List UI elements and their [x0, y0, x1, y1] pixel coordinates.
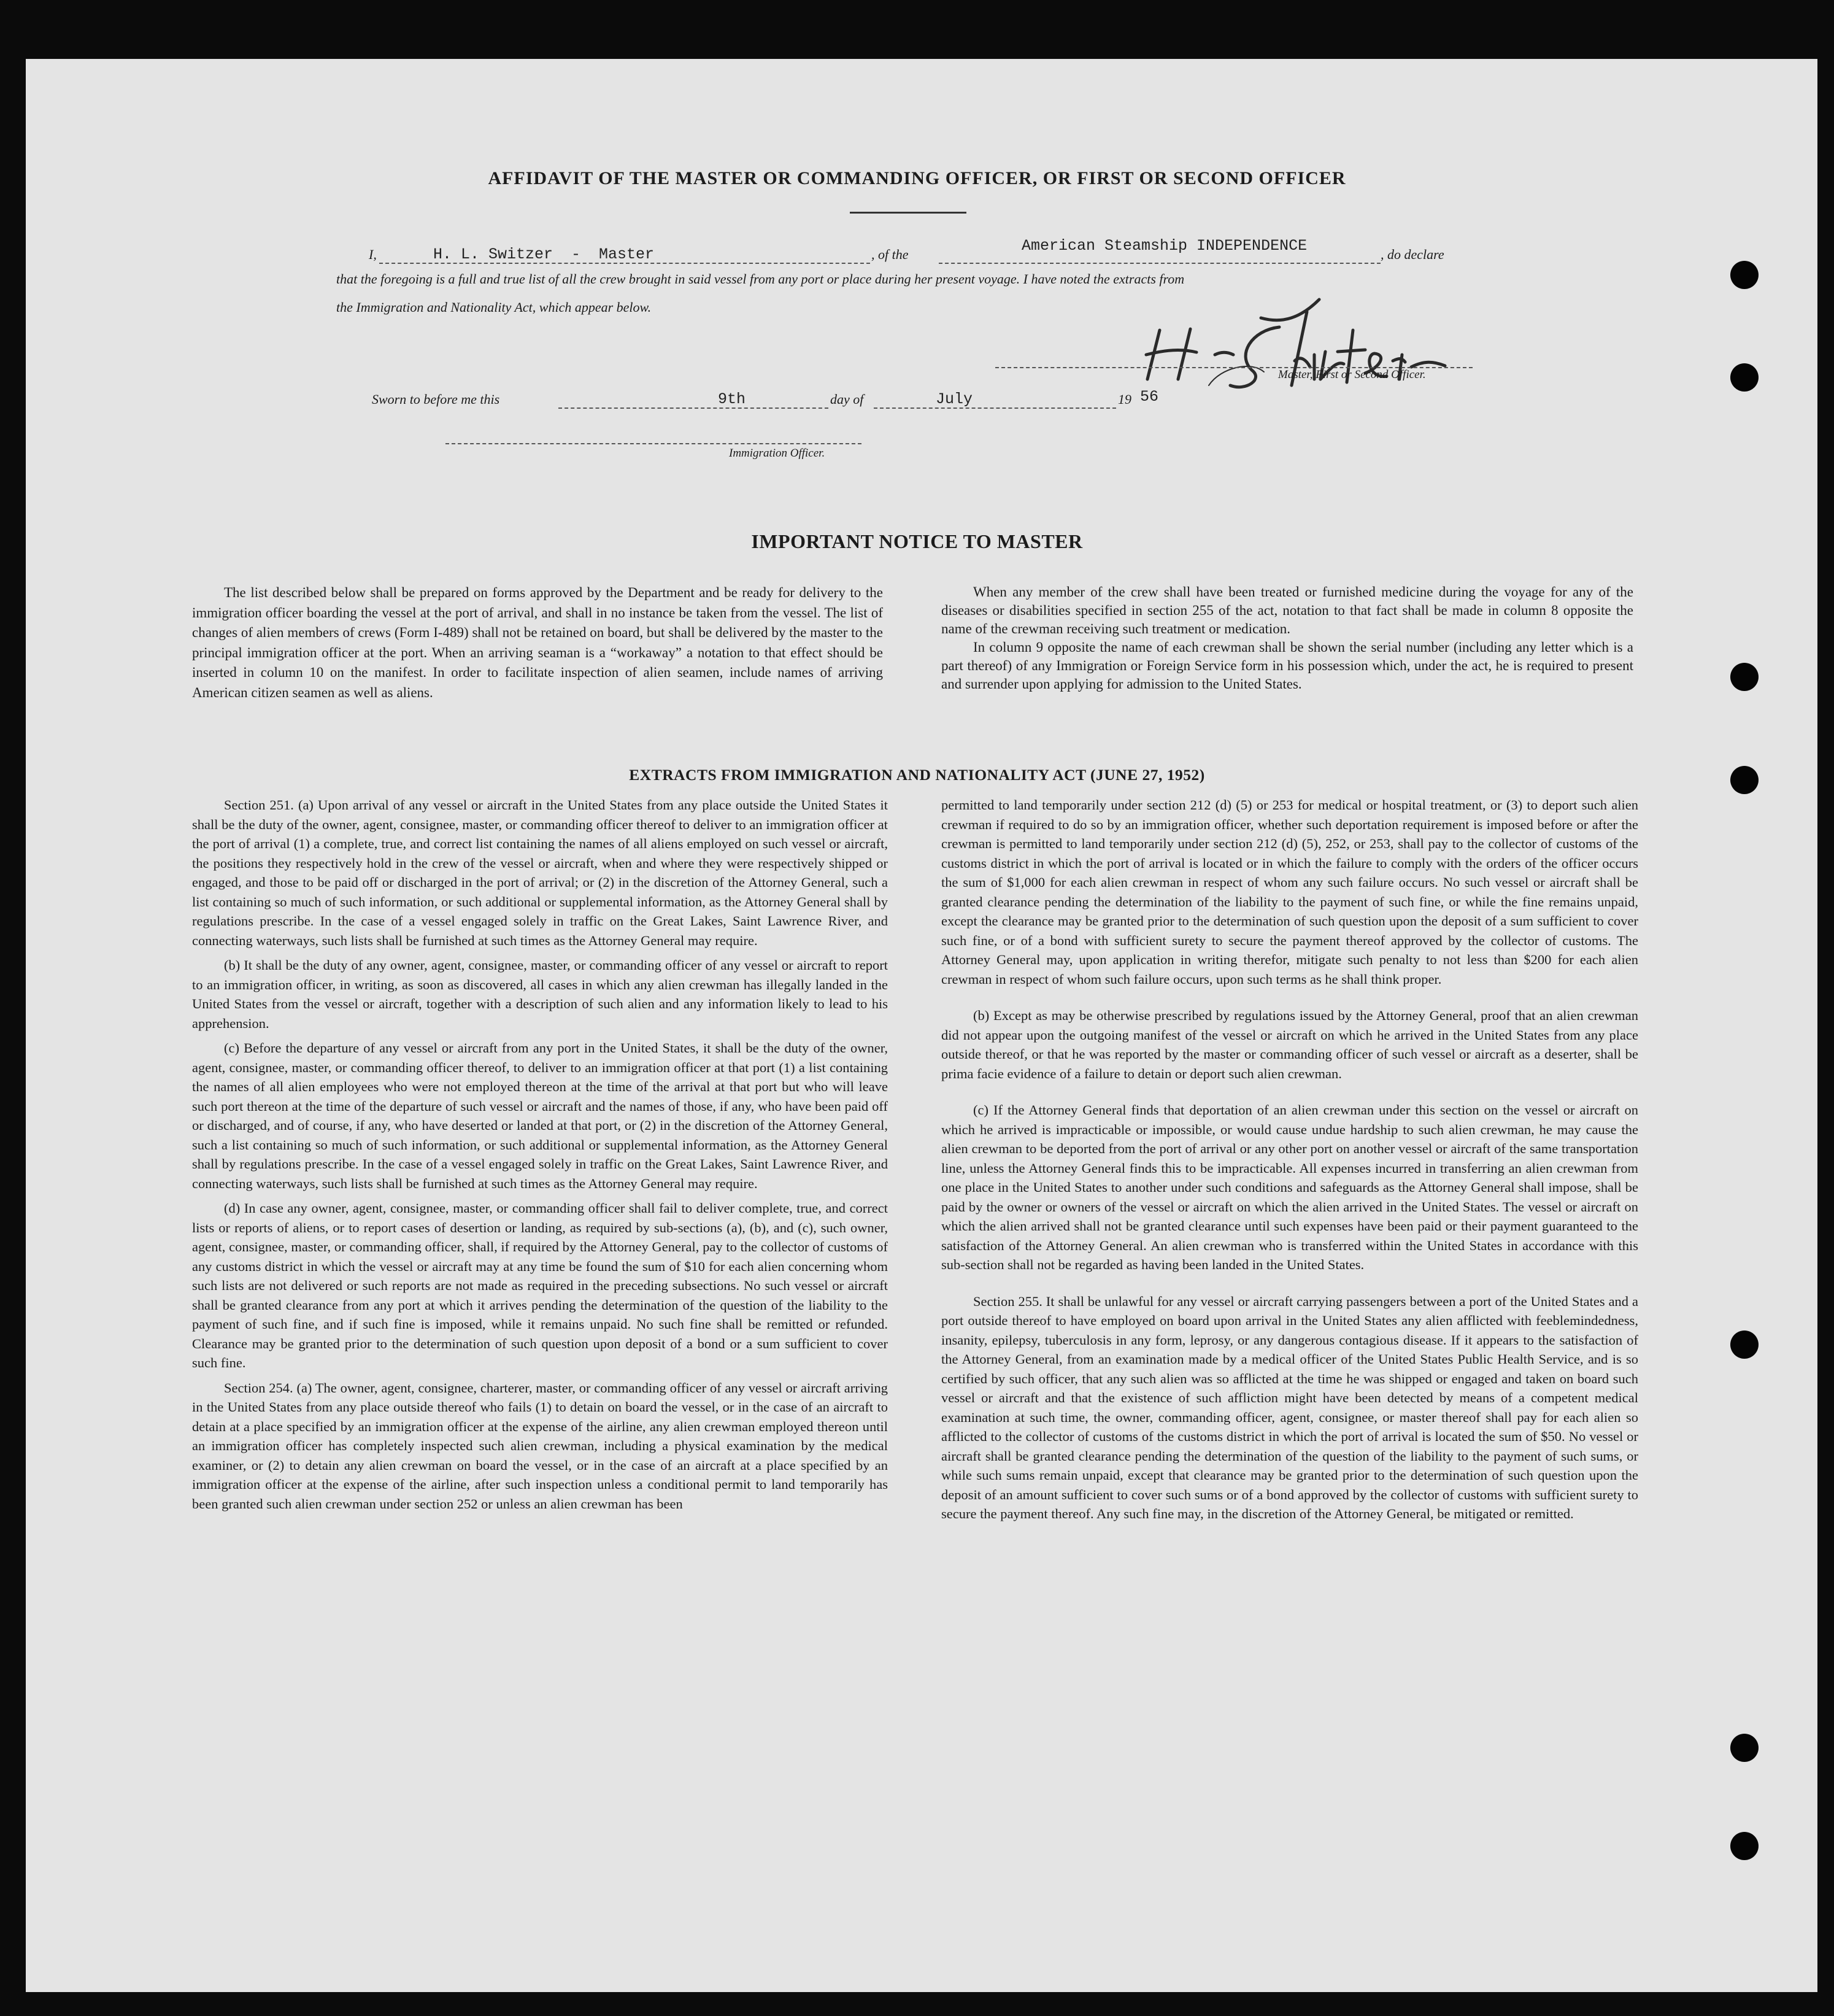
punch-hole [1730, 1734, 1759, 1762]
punch-hole [1730, 663, 1759, 691]
officer-signature-line [445, 443, 861, 444]
section-254-a-continued: permitted to land temporarily under section 212 (d) (5) or 253 for medical or hospital treatment, or (3) to deport such alien crewman if required to do so by an immigration officer, whether such deportation requirement is imposed before or after the crewman is permitted to land temporarily under section 212 (d) (5), 252, or 253, shall pay to the collector of customs of the customs district in which the port of arrival is located or in which the failure to comply with the orders of the officer occurs the sum of $1,000 for each alien crewman in respect of whom any such failure occurs. No such vessel or aircraft shall be granted clearance pending the determination of the liability to the payment of such fine, or while the fine remains unpaid, except the clearance may be granted prior to the determination of such question upon the deposit of a sum sufficient to cover such fine, or of a bond with sufficient surety to secure the payment thereof approved by the collector of customs. The Attorney General may, upon application in writing therefor, mitigate such penalty to not less than $200 for each alien crewman in respect of whom such failure occurs, upon such terms as he shall think proper. [941, 797, 1638, 987]
sworn-day-of: day of [830, 392, 864, 407]
notice-title: IMPORTANT NOTICE TO MASTER [751, 530, 1083, 552]
vessel-name-typed: American Steamship INDEPENDENCE [1022, 237, 1308, 255]
vessel-blank [939, 263, 1381, 264]
sworn-year-typed: 56 [1140, 388, 1159, 406]
month-blank [874, 407, 1116, 409]
signature-caption: Master, First or Second Officer. [1278, 368, 1426, 381]
master-name-typed: H. L. Switzer - Master [433, 245, 655, 263]
section-254-b: (b) Except as may be otherwise prescribed by regulations issued by the Attorney General, proof that an alien crewman did not appear upon the outgoing manifest of the vessel or aircraft on which he arrived in the United States from any place outside thereof, or that he was reported by the master or commanding officer of such vessel or aircraft as a deserter, shall be prima facie evidence of a failure to detain or deport such alien crewman. [941, 1008, 1638, 1081]
extracts-right-column [941, 795, 1638, 1529]
affidavit-statement-end: the Immigration and Nationality Act, which appear below. [336, 299, 652, 315]
section-255: Section 255. It shall be unlawful for any vessel or aircraft carrying passengers between a port of the United States and a port outside thereof to have employed on board upon arrival in the United States any alien afflicted with feeblemindedness, insanity, epilepsy, tuberculosis in any form, leprosy, or any dangerous contagious disease. If it appears to the satisfaction of the Attorney General, from an examination made by a medical officer of the United States Public Health Service, and is so certified by such officer, that any such alien was so afflicted at the time he was shipped or engaged and taken on board such vessel or aircraft and that the existence of such affliction might have been detected by means of a competent medical examination at such time, the owner, commanding officer, agent, consignee, or master thereof shall pay for each alien so afflicted to the collector of customs of the customs district in which the port of arrival is located the sum of $50. No vessel or aircraft shall be granted clearance pending the determination of the question of the liability to the payment of such sums, or while such sums remain unpaid, except that clearance may be granted prior to the determination of such question upon the deposit of an amount sufficient to cover such sums or of a bond approved by the collector of customs with sufficient surety to secure the payment thereof. Any such fine may, in the discretion of the Attorney General, be mitigated or remitted. [941, 1293, 1638, 1521]
section-251-a: Section 251. (a) Upon arrival of any vessel or aircraft in the United States from any place outside the United States it shall be the duty of the owner, agent, consignee, master, or commanding officer thereof to deliver to an immigration officer at the port of arrival (1) a complete, true, and correct list containing the names of all aliens employed on such vessel or aircraft, the positions they respectively hold in the crew of the vessel or aircraft, when and where they were respectively shipped or engaged, and those to be paid off or discharged in the port of arrival; or (2) in the discretion of the Attorney General, such a list containing so much of such information, or such additional or supplemental information, as the Attorney General shall by regulations prescribe. In the case of a vessel engaged solely in traffic on the Great Lakes, Saint Lawrence River, and connecting waterways, such lists shall be furnished at such times as the Attorney General may require. [192, 797, 888, 948]
sworn-month-typed: July [936, 390, 973, 408]
section-251-c: (c) Before the departure of any vessel or aircraft from any port in the United States, it shall be the duty of the owner, agent, consignee, master, or commanding officer thereof, to deliver to an immigration officer at that port (1) a list containing the names of all alien employees who were not employed thereon at the time of the arrival at that port but who will leave such port thereon at the time of the departure of such vessel or aircraft and the names of those, if any, who have been paid off or discharged, and of course, if any, who have deserted or landed at that port, or (2) in the discretion of the Attorney General, such a list containing so much of such information, or such additional or supplemental information, as the Attorney General shall by regulations prescribe. In the case of a vessel engaged solely in traffic on the Great Lakes, Saint Lawrence River, and connecting waterways, such lists shall be furnished at such times as the Attorney General may require. [192, 1040, 888, 1191]
section-254-a: Section 254. (a) The owner, agent, consignee, charterer, master, or commanding officer of any vessel or aircraft arriving in the United States from any place outside thereof who fails (1) to detain on board the vessel, or in the case of an aircraft to detain at a place specified by an immigration officer at the expense of the airline, any alien crewman employed thereon until an immigration officer has completely inspected such alien crewman, including a physical examination by the medical examiner, or (2) to detain any alien crewman on board the vessel, or in the case of an aircraft at a place specified by an immigration officer at the expense of the airline, after such inspection unless a conditional permit to land temporarily has been granted such alien crewman under section 252 or unless an alien crewman has been [192, 1380, 888, 1512]
affidavit-title: AFFIDAVIT OF THE MASTER OR COMMANDING OFFICER, OR FIRST OR SECOND OFFICER [488, 168, 1346, 188]
punch-hole [1730, 261, 1759, 289]
punch-hole [1730, 1832, 1759, 1860]
affidavit-do-declare: , do declare [1381, 247, 1444, 262]
affidavit-statement: that the foregoing is a full and true list of all the crew brought in said vessel from any port or place during her present voyage. I have noted the extracts from [336, 271, 1185, 287]
handwritten-signature [1123, 293, 1454, 410]
affidavit-i: I, [369, 247, 377, 262]
sworn-day-typed: 9th [718, 390, 746, 408]
extracts-left-column [192, 795, 888, 1519]
punch-hole [1730, 363, 1759, 392]
affidavit-of-the: , of the [871, 247, 909, 262]
notice-right-paragraph: When any member of the crew shall have been treated or furnished medicine during the voyage for any of the diseases or disabilities specified in section 255 of the act, notation to that fact shall be made in column 8 opposite the name of the crewman receiving such treatment or medication. [941, 584, 1633, 636]
punch-hole [1730, 1330, 1759, 1359]
day-blank [558, 407, 828, 409]
notice-right-column [941, 583, 1633, 699]
notice-right-paragraph: In column 9 opposite the name of each crewman shall be shown the serial number (including any letter which is a part thereof) of any Immigration or Foreign Service form in his possession which, under the act, he is required to present and surrender upon applying for admission to the United States. [941, 639, 1633, 692]
officer-caption: Immigration Officer. [729, 447, 825, 460]
sworn-year-prefix: 19 [1118, 392, 1131, 407]
notice-left-column [192, 583, 883, 708]
sworn-prefix: Sworn to before me this [372, 392, 500, 407]
notice-left-paragraph: The list described below shall be prepared on forms approved by the Department and be ready for delivery to the immigration officer boarding the vessel at the port of arrival, and shall in no instance be taken from the vessel. The list of changes of alien members of crews (Form I-489) shall not be retained on board, but shall be delivered by the master to the principal immigration officer at the port. When an arriving seaman is a “workaway” a notation to that effect should be inserted in column 10 on the manifest. In order to facilitate inspection of alien seamen, include names of arriving American citizen seamen as well as aliens. [192, 585, 883, 700]
section-251-b: (b) It shall be the duty of any owner, agent, consignee, master, or commanding officer of any vessel or aircraft to report to an immigration officer, in writing, as soon as discovered, all cases in which any alien crewman has illegally landed in the United States from the vessel or aircraft, together with a description of such alien and any information likely to lead to his apprehension. [192, 957, 888, 1031]
section-254-c: (c) If the Attorney General finds that deportation of an alien crewman under this section on the vessel or aircraft on which he arrived is impracticable or impossible, or would cause undue hardship to such alien crewman, he may cause the alien crewman to be deported from the port of arrival or any other port on another vessel or aircraft of the same transportation line, unless the Attorney General finds this to be impracticable. All expenses incurred in transferring an alien crewman from one place in the United States to another under such conditions and safeguards as the Attorney General shall impose, shall be paid by the owner or owners of the vessel or aircraft on which the alien arrived in the United States. The vessel or aircraft on which the alien arrived shall not be granted clearance until such expenses have been paid or their payment guaranteed to the satisfaction of the Attorney General. An alien crewman who is transferred within the United States in accordance with this sub-section shall not be regarded as having been landed in the United States. [941, 1102, 1638, 1272]
title-underline [850, 212, 966, 214]
extracts-title: EXTRACTS FROM IMMIGRATION AND NATIONALITY ACT (JUNE 27, 1952) [629, 766, 1205, 784]
section-251-d: (d) In case any owner, agent, consignee, master, or commanding officer shall fail to deliver complete, true, and correct lists or reports of aliens, or to report cases of desertion or landing, as required by sub-sections (a), (b), and (c), such owner, agent, consignee, master, or commanding officer, shall, if required by the Attorney General, pay to the collector of customs of any customs district in which the vessel or aircraft may at any time be found the sum of $10 for each alien concerning whom such lists are not delivered or such reports are not made as required in the preceding subsections. No such vessel or aircraft shall be granted clearance from any port at which it arrives pending the determination of the question of the liability to the payment of such fine, and if such fine is imposed, while it remains unpaid. No such fine shall be remitted or refunded. Clearance may be granted prior to the determination of such question upon deposit of a bond or a sum sufficient to cover such fine. [192, 1200, 888, 1370]
